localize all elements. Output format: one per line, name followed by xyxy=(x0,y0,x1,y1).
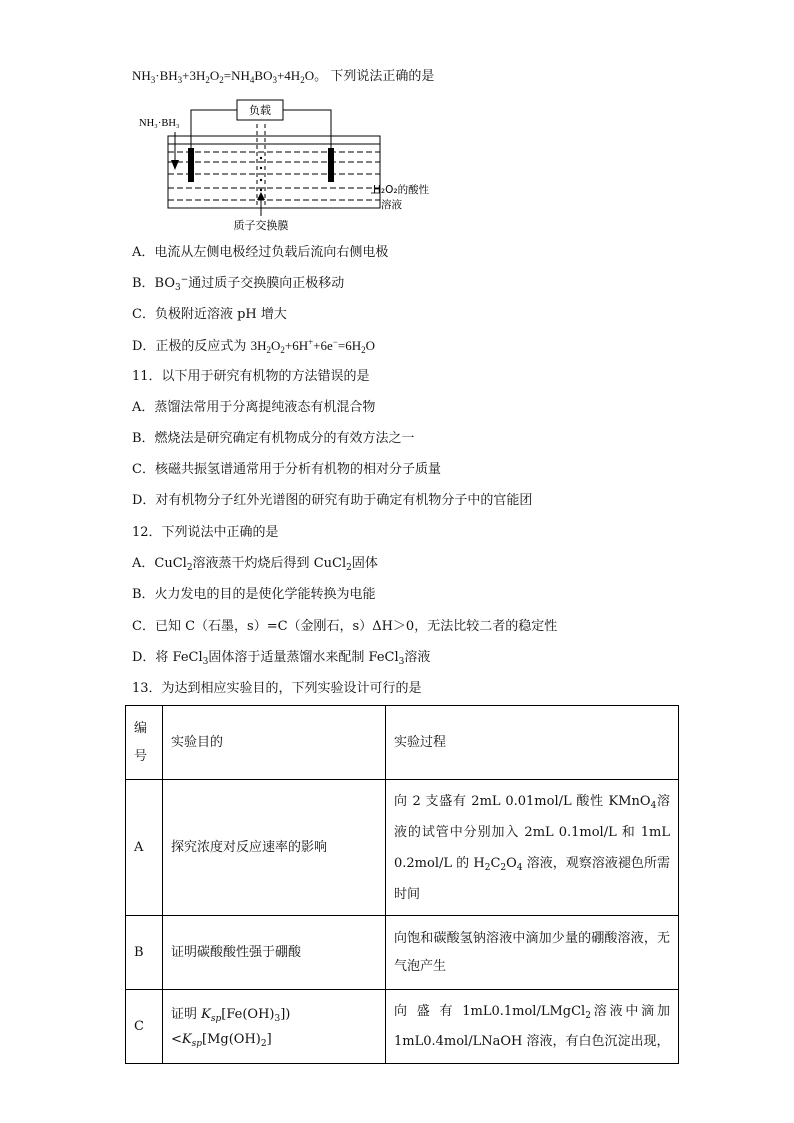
membrane-label: 质子交换膜 xyxy=(233,219,289,232)
left-electrode xyxy=(188,148,194,182)
table-row xyxy=(126,990,679,1064)
q10-option-c: C．负极附近溶液 pH 增大 xyxy=(132,307,287,322)
q12-option-d-mid: 固体溶于适量蒸馏水来配制 xyxy=(208,650,365,665)
q12-option-c: C．已知 C（石墨，s）=C（金刚石，s）ΔH＞0，无法比较二者的稳定性 xyxy=(132,619,558,634)
right-electrode xyxy=(328,148,334,182)
header-purpose: 实验目的 xyxy=(163,706,386,780)
q10-option-d: D．正极的反应式为 $3H_2O_2+6H^++6e^-=6H_2O$ xyxy=(132,337,375,355)
h2o2-label-2: 溶液 xyxy=(381,199,402,211)
q12-option-a: A．CuCl$_2$溶液蒸干灼烧后得到 CuCl$_2$固体 xyxy=(132,556,378,573)
q12-option-a-mid: 溶液蒸干灼烧后得到 xyxy=(192,556,310,571)
q12-stem: 12．下列说法中正确的是 xyxy=(132,525,279,540)
q12-option-d: D．将 FeCl$_3$固体溶于适量蒸馏水来配制 FeCl$_3$溶液 xyxy=(132,650,431,667)
table-row xyxy=(126,916,679,990)
q10-option-a: A．电流从左侧电极经过负载后流向右侧电极 xyxy=(132,245,389,260)
table-header-row xyxy=(126,706,679,780)
row-b-process: 向饱和碳酸氢钠溶液中滴加少量的硼酸溶液，无气泡产生 xyxy=(386,916,679,990)
q11-option-a: A．蒸馏法常用于分离提纯液态有机混合物 xyxy=(132,400,376,415)
q12-option-a-end: 固体 xyxy=(351,556,378,571)
table-row xyxy=(126,780,679,916)
cell-container xyxy=(168,136,380,208)
q10-equation: $NH_3\cdot BH_3+3H_2O_2=NH_4BO_3+4H_2O$。 下列说法正确的是 xyxy=(132,68,435,85)
q11-stem: 11．以下用于研究有机物的方法错误的是 xyxy=(132,369,370,384)
experiment-table xyxy=(125,705,679,1064)
fuel-cell-diagram xyxy=(135,96,455,236)
h2o2-label-1: H₂O₂的酸性 xyxy=(373,184,430,196)
q10-option-d-text: D．正极的反应式为 xyxy=(132,339,247,354)
load-label: 负载 xyxy=(249,104,271,117)
q10-option-b-text: 通过质子交换膜向正极移动 xyxy=(188,276,345,291)
row-c-process: 向 盛 有 1mL0.1mol/LMgCl$_2$溶液中滴加 1mL0.4mol/LNaOH 溶液，有白色沉淀出现， xyxy=(386,990,679,1064)
row-a-purpose: 探究浓度对反应速率的影响 xyxy=(163,780,386,916)
row-c-purpose: 证明 $K_{sp}[Fe(OH)_3])<K_{sp}[Mg(OH)_2]$ xyxy=(163,990,386,1064)
row-c-id: C xyxy=(126,990,163,1064)
q11-option-b: B．燃烧法是研究确定有机物成分的有效方法之一 xyxy=(132,431,415,446)
row-b-id: B xyxy=(126,916,163,990)
nh3bh3-label: NH₃·BH₃ xyxy=(139,118,180,129)
q11-option-c: C．核磁共振氢谱通常用于分析有机物的相对分子质量 xyxy=(132,462,441,477)
q10-option-b: B．$BO_3^-$通过质子交换膜向正极移动 xyxy=(132,275,345,293)
q10-stem-suffix: 。 下列说法正确的是 xyxy=(314,68,435,83)
header-process: 实验过程 xyxy=(386,706,679,780)
q12-option-d-end: 溶液 xyxy=(404,650,431,665)
q11-option-d: D．对有机物分子红外光谱图的研究有助于确定有机物分子中的官能团 xyxy=(132,493,533,508)
q12-option-b: B．火力发电的目的是使化学能转换为电能 xyxy=(132,587,376,602)
row-b-purpose: 证明碳酸酸性强于硼酸 xyxy=(163,916,386,990)
right-wire xyxy=(283,110,331,172)
header-id: 编号 xyxy=(126,706,163,780)
row-a-id: A xyxy=(126,780,163,916)
left-wire xyxy=(191,110,237,172)
row-a-process: 向 2 支盛有 2mL 0.01mol/L 酸性 KMnO$_4$溶液的试管中分别加入 2mL 0.1mol/L 和 1mL 0.2mol/L 的 $H_2C_2O_4$ 溶液，观察溶液褪色所需时间 xyxy=(386,780,679,916)
q13-stem: 13．为达到相应实验目的，下列实验设计可行的是 xyxy=(132,681,422,696)
